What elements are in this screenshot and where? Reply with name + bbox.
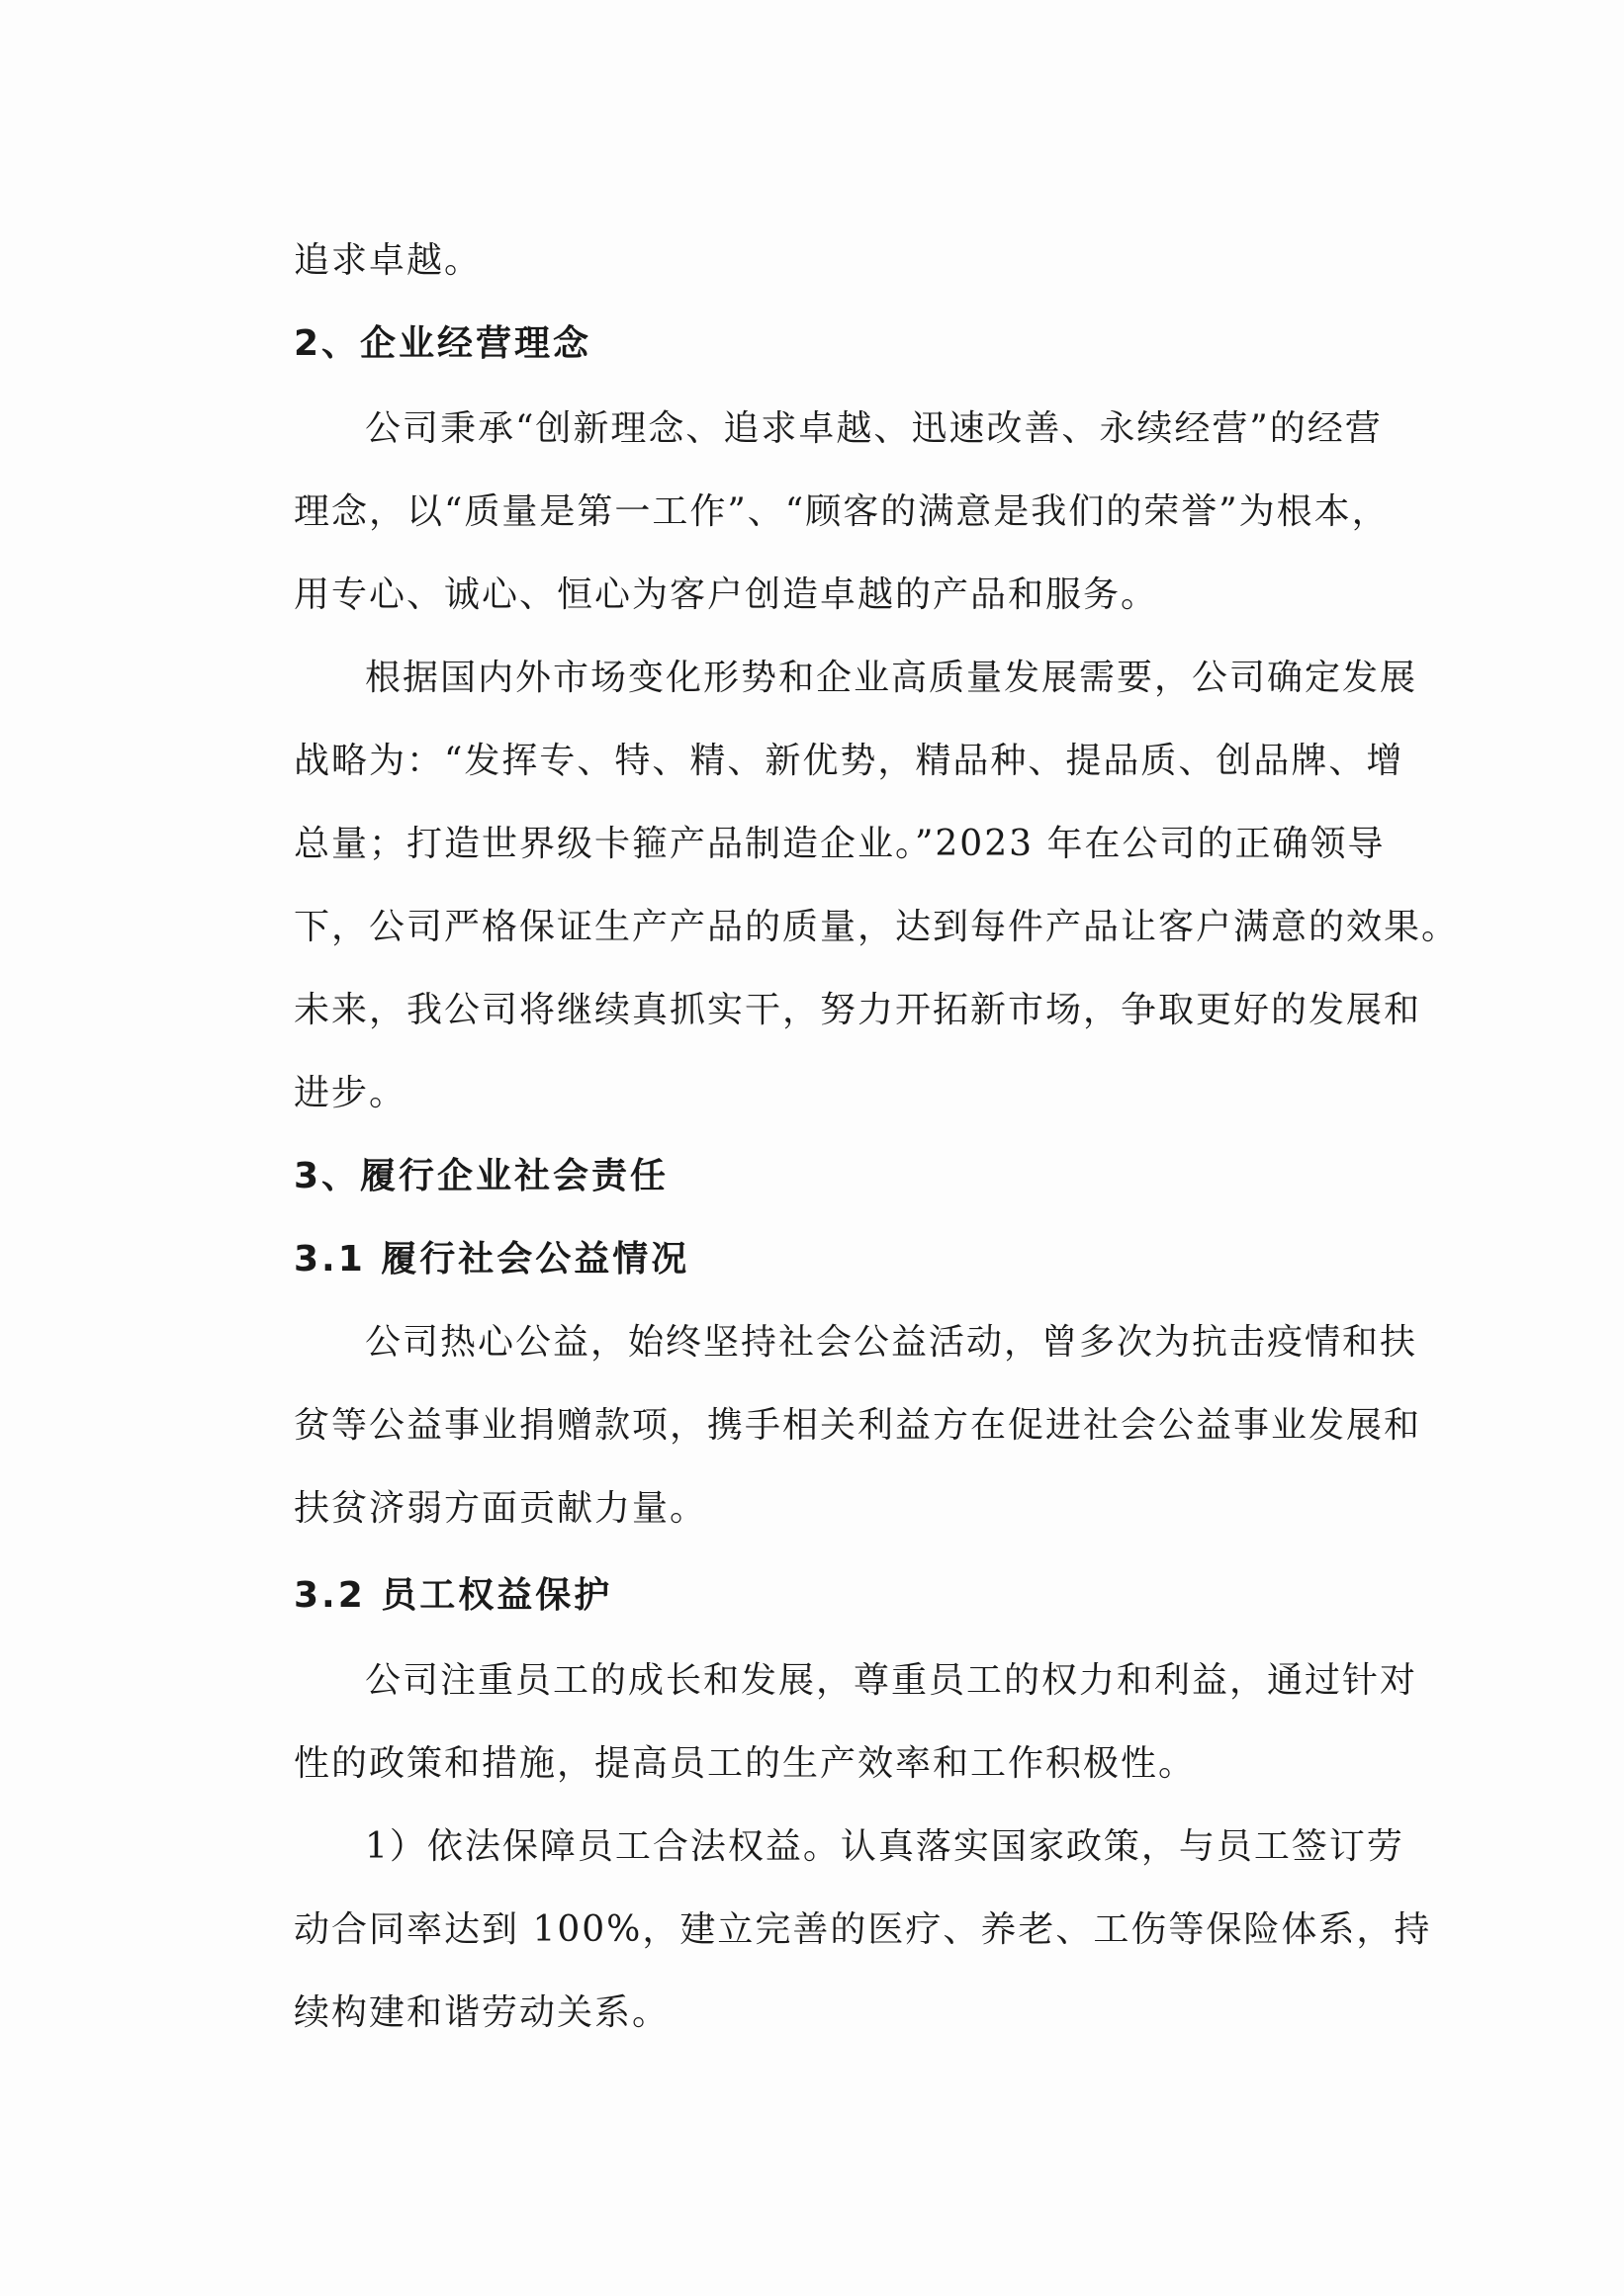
section-heading: 3、履行企业社会责任 [294,1156,670,1196]
paragraph-line: 总量；打造世界级卡箍产品制造企业。”2023 年在公司的正确领导 [294,824,1386,864]
paragraph-line: 扶贫济弱方面贡献力量。 [294,1488,708,1529]
subsection-heading: 3.2 员工权益保护 [294,1575,613,1616]
paragraph-line: 公司注重员工的成长和发展，尊重员工的权力和利益，通过针对 [365,1660,1418,1701]
paragraph-line: 公司热心公益，始终坚持社会公益活动，曾多次为抗击疫情和扶 [365,1322,1418,1363]
paragraph-line: 性的政策和措施，提高员工的生产效率和工作积极性。 [294,1743,1197,1784]
paragraph-line: 1）依法保障员工合法权益。认真落实国家政策，与员工签订劳 [365,1826,1404,1867]
paragraph-line: 追求卓越。 [294,240,483,281]
subsection-heading: 3.1 履行社会公益情况 [294,1239,690,1280]
paragraph-line: 未来，我公司将继续真抓实干，努力开拓新市场，争取更好的发展和 [294,990,1422,1030]
paragraph-line: 续构建和谐劳动关系。 [294,1992,671,2033]
section-heading: 2、企业经营理念 [294,323,592,364]
paragraph-line: 用专心、诚心、恒心为客户创造卓越的产品和服务。 [294,574,1159,615]
paragraph-line: 战略为：“发挥专、特、精、新优势，精品种、提品质、创品牌、增 [294,741,1404,781]
paragraph-line: 理念，以“质量是第一工作”、“顾客的满意是我们的荣誉”为根本， [294,491,1390,532]
paragraph-line: 根据国内外市场变化形势和企业高质量发展需要，公司确定发展 [365,658,1418,698]
paragraph-line: 下，公司严格保证生产产品的质量，达到每件产品让客户满意的效果。 [294,907,1460,947]
paragraph-line: 贫等公益事业捐赠款项，携手相关利益方在促进社会公益事业发展和 [294,1405,1422,1446]
paragraph-line: 公司秉承“创新理念、追求卓越、迅速改善、永续经营”的经营 [365,408,1383,449]
paragraph-line: 进步。 [294,1073,407,1113]
paragraph-line: 动合同率达到 100%，建立完善的医疗、养老、工伤等保险体系，持 [294,1909,1432,1950]
